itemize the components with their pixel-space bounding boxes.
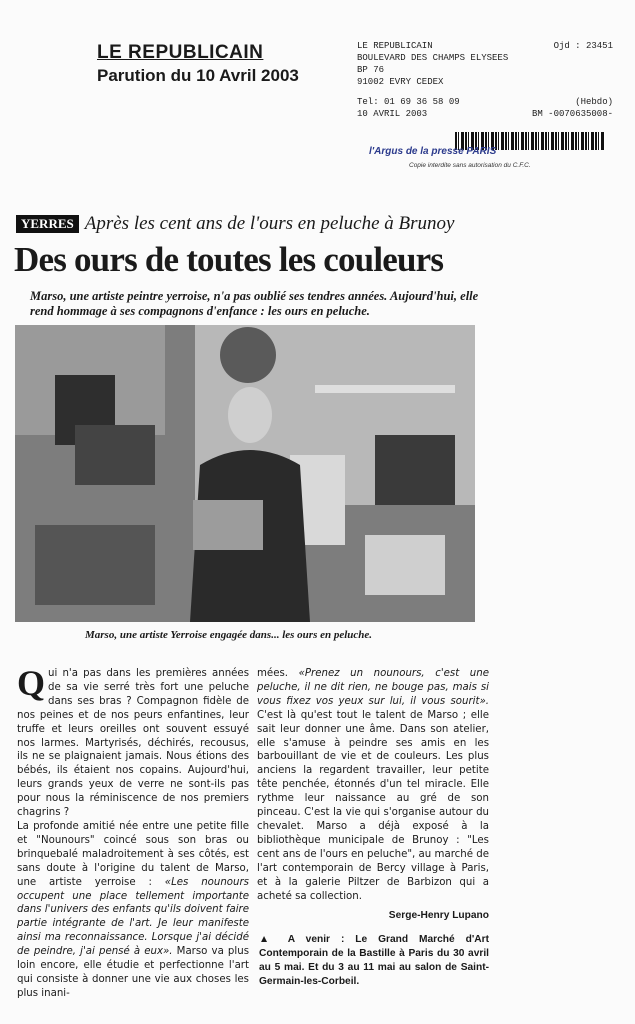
photo-illustration xyxy=(15,325,475,622)
paragraph-text: mées. xyxy=(257,668,299,679)
paragraph xyxy=(257,667,489,903)
argus-ojd: Ojd : 23451 xyxy=(553,41,613,51)
argus-line-1: LE REPUBLICAIN xyxy=(357,41,433,51)
argus-logo: l'Argus de la presse PARIS xyxy=(369,146,497,157)
author-signature: Serge-Henry Lupano xyxy=(388,910,489,922)
argus-date: 10 AVRIL 2003 xyxy=(357,109,428,119)
copyright-notice: Copie interdite sans autorisation du C.F.C. xyxy=(409,162,531,169)
argus-line-4: 91002 EVRY CEDEX xyxy=(357,77,444,87)
upcoming-notice: ▲ A venir : Le Grand Marché d'Art Contemporain de la Bastille à Paris du 30 avril au 5 mai. Et du 3 au 11 mai au salon de Saint-Germain-les-Corbeil. xyxy=(259,934,489,988)
quote: «Prenez un nounours, c'est une peluche, il ne dit rien, ne bouge pas, mais si vous fixez vos yeux sur lui, il vous sourit». xyxy=(257,668,489,707)
publication-name: LE REPUBLICAIN xyxy=(97,42,264,63)
paragraph-text: ui n'a pas dans les premières années de sa vie serré très fort une peluche dans ses bras ? Compagnon fidèle de nos peines et de nos peurs enfantines, leur truffe et leurs oreilles ont souvent essuyé nos larmes. Martyrisés, déchirés, recousus, ils ne se plaignaient jamais. Nous étions des bébés, ils étaient nos copains. Aujourd'hui, leurs grands yeux de verre ne sont-ils pas pour nous la réminiscence de nos premiers chagrins ? xyxy=(17,668,249,819)
article-column-right xyxy=(257,667,489,989)
photo-caption: Marso, une artiste Yerroise engagée dans... les ours en peluche. xyxy=(85,629,373,641)
section-tag: YERRES xyxy=(16,215,79,233)
argus-ref: BM -0070635008- xyxy=(531,109,613,119)
paragraph-text: C'est là qu'est tout le talent de Marso ; elle sait leur donner une âme. Dans son atelier, elle s'amuse à peindre ses amis en les barbouillant de vie et de couleurs. Les plus anciens la regardent travailler, leur petite tête penchée, étonnés d'un tel miracle. Elle rythme leur naissance au gré de son pinceau. C'est la vie qui s'organise autour du chevalet. Marso a déjà exposé à la bibliothèque municipale de Brunoy : "Les cent ans de l'ours en peluche", au marché de l'art contemporain de Bercy village à Paris, et à la galerie Piltzer de Barbizon qui a acheté sa collection. xyxy=(257,709,489,902)
article-lede: Marso, une artiste peintre yerroise, n'a pas oublié ses tendres années. Aujourd'hui, elle rend hommage à ses compagnons d'enfance : les ours en peluche. xyxy=(30,289,479,318)
argus-frequency: (Hebdo) xyxy=(575,97,613,107)
kicker xyxy=(16,213,454,235)
paragraph xyxy=(17,663,249,820)
article-headline: Des ours de toutes les couleurs xyxy=(14,240,444,279)
publication-date: Parution du 10 Avril 2003 xyxy=(97,66,299,85)
kicker-text: Après les cent ans de l'ours en peluche à Brunoy xyxy=(84,213,455,234)
argus-line-3: BP 76 xyxy=(357,65,385,75)
argus-tel: Tel: 01 69 36 58 09 xyxy=(357,97,460,107)
publication-header xyxy=(97,42,299,86)
article-column-left xyxy=(17,663,249,1001)
drop-cap: Q xyxy=(17,663,46,703)
argus-line-2: BOULEVARD DES CHAMPS ELYSEES xyxy=(357,53,509,63)
press-clipping-stamp xyxy=(357,40,613,178)
article-photo xyxy=(15,325,475,622)
paragraph xyxy=(17,820,249,1001)
quote: «Les nounours occupent une place tellement importante dans l'univers des enfants qu'ils doivent faire partie intégrante de l'art. Je leur manifeste ainsi ma reconnaissance. Lorsque j'ai décidé de peindre, j'ai pensé à eux». xyxy=(17,876,249,958)
paragraph-text: La profonde amitié née entre une petite fille et "Nounours" coincé sous son bras ou brinquebalé maladroitement à ses côtés, est sans doute à l'origine du talent de Marso, une artiste yerroise : xyxy=(17,820,249,888)
paragraph-text: Marso va plus loin encore, elle étudie et perfectionne l'art qui consiste à donner une vie aux choses les plus inani- xyxy=(17,946,249,999)
